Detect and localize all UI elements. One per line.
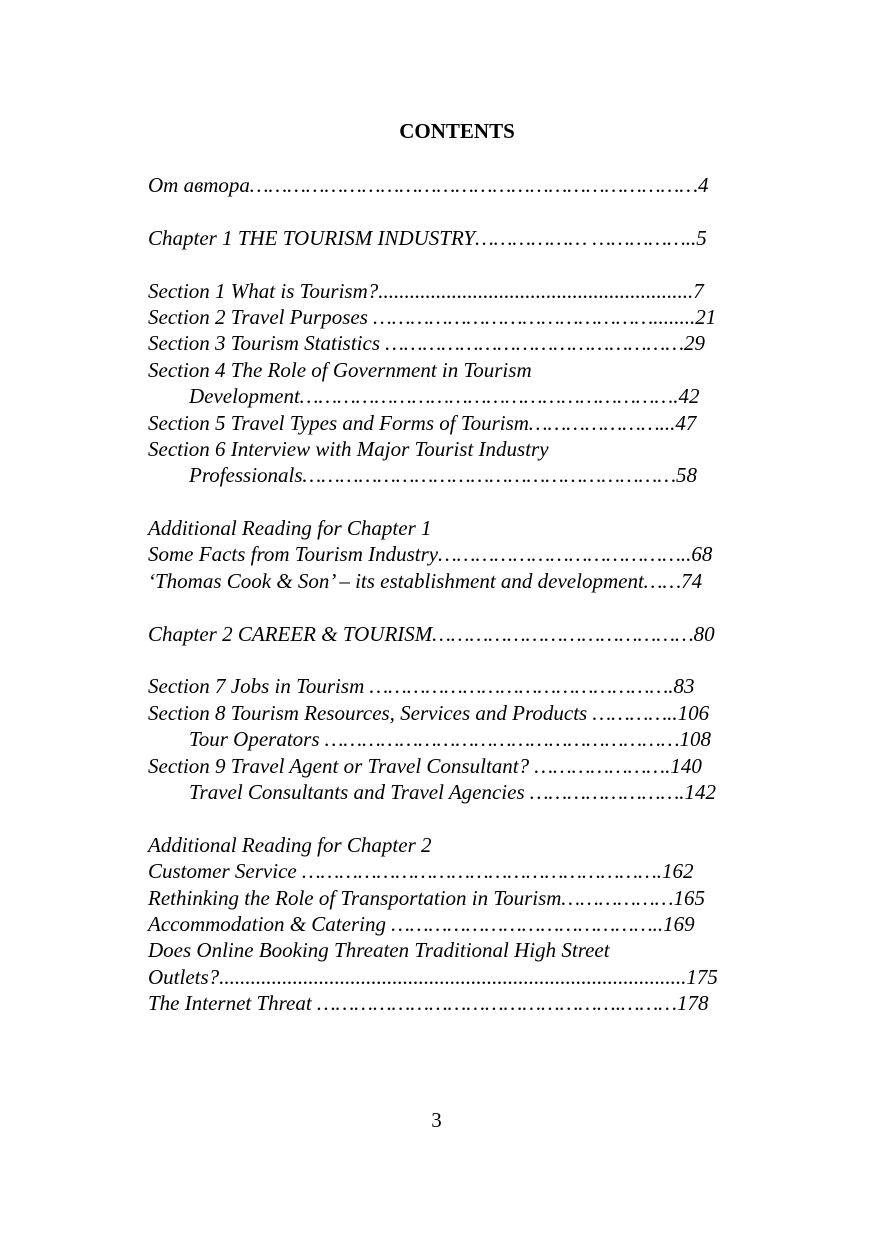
toc-spacer	[148, 489, 788, 515]
toc-entry: Outlets?.........................................................................................175	[148, 964, 718, 989]
toc-entry: Chapter 1 THE TOURISM INDUSTRY……………… ……………..5	[148, 225, 707, 250]
toc-entry-continuation: Tour Operators …………………………………………………108	[189, 727, 712, 752]
toc-spacer	[148, 647, 788, 673]
contents-title: CONTENTS	[399, 119, 515, 143]
toc-spacer	[148, 198, 788, 224]
toc-entry: Section 2 Travel Purposes ………………………………………........21	[148, 304, 717, 329]
toc-entry: ‘Thomas Cook & Son’ – its establishment and development……74	[148, 568, 703, 593]
toc-entry: Section 5 Travel Types and Forms of Tourism…………………...47	[148, 410, 697, 435]
page-number: 3	[431, 1108, 442, 1132]
toc-entry: Rethinking the Role of Transportation in Tourism………………165	[148, 885, 705, 910]
toc-entry: Accommodation & Catering ……………………………………..169	[148, 911, 695, 936]
table-of-contents	[148, 172, 788, 1017]
toc-entry: The Internet Threat ………………………………………….………178	[148, 991, 709, 1016]
toc-entry: Section 6 Interview with Major Tourist Industry	[148, 436, 549, 461]
toc-entry: Section 9 Travel Agent or Travel Consultant? ………………….140	[148, 753, 702, 778]
toc-entry: Does Online Booking Threaten Traditional High Street	[148, 938, 610, 963]
toc-entry-continuation: Travel Consultants and Travel Agencies …………………….142	[189, 779, 716, 804]
toc-entry: От автора………………………………………………………………4	[148, 173, 709, 197]
toc-spacer	[148, 805, 788, 831]
toc-entry: Some Facts from Tourism Industry…………………………………..68	[148, 542, 713, 567]
toc-entry: Section 4 The Role of Government in Tourism	[148, 357, 532, 382]
toc-entry: Additional Reading for Chapter 1	[148, 516, 432, 541]
toc-spacer	[148, 251, 788, 277]
toc-entry: Section 3 Tourism Statistics …………………………………………29	[148, 331, 706, 356]
toc-entry: Section 7 Jobs in Tourism ………………………………………….83	[148, 674, 695, 699]
toc-entry-continuation: Development…………………………………………………….42	[189, 384, 700, 409]
toc-entry: Additional Reading for Chapter 2	[148, 832, 432, 857]
toc-spacer	[148, 594, 788, 620]
toc-entry: Chapter 2 CAREER & TOURISM……………………………………80	[148, 621, 715, 646]
toc-entry: Section 8 Tourism Resources, Services and Products …………..106	[148, 700, 710, 725]
toc-entry: Customer Service ………………………………………………….162	[148, 859, 694, 884]
toc-entry-continuation: Professionals……………………………………………………58	[189, 463, 698, 488]
toc-entry: Section 1 What is Tourism?............................................................7	[148, 278, 704, 303]
